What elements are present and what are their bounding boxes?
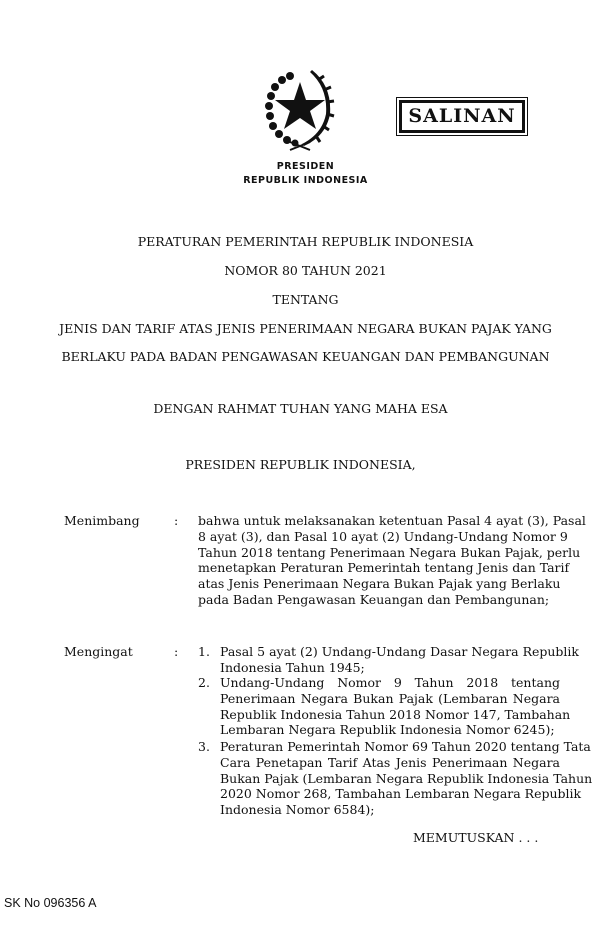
regulation-subject-line1: JENIS DAN TARIF ATAS JENIS PENERIMAAN NEGARA BUKAN PAJAK YANG [59,321,552,336]
list-item-line: Peraturan Pemerintah Nomor 69 Tahun 2020 tentang Tata [220,739,591,754]
menimbang-colon: : [174,513,179,528]
menimbang-line: pada Badan Pengawasan Keuangan dan Pembangunan; [198,592,550,607]
list-item-line: Bukan Pajak (Lembaran Negara Republik Indonesia Tahun [220,770,593,786]
menimbang-line: menetapkan Peraturan Pemerintah tentang Jenis dan Tarif [198,560,570,576]
list-item-line: Lembaran Negara Republik Indonesia Nomor 6245); [220,722,555,738]
list-item-number: 1. [198,644,210,659]
regulation-number: NOMOR 80 TAHUN 2021 [224,263,387,278]
list-item-line: Republik Indonesia Tahun 2018 Nomor 147, Tambahan [220,706,571,722]
list-item-line: Cara Penetapan Tarif Atas Jenis Penerimaan Negara [220,754,560,770]
menimbang-line: 8 ayat (3), dan Pasal 10 ayat (2) Undang-Undang Nomor 9 [198,528,568,544]
list-item-line: Undang-Undang Nomor 9 Tahun 2018 tentang [220,675,560,690]
header-presiden: PRESIDEN [276,161,335,172]
menimbang-line: atas Jenis Penerimaan Negara Bukan Pajak yang Berlaku [198,576,561,592]
list-item-line: Indonesia Nomor 6584); [220,802,375,818]
list-item-line: 2020 Nomor 268, Tambahan Lembaran Negara Republik [220,786,582,802]
invocation: DENGAN RAHMAT TUHAN YANG MAHA ESA [153,401,448,416]
regulation-subject-line2: BERLAKU PADA BADAN PENGAWASAN KEUANGAN DAN PEMBANGUNAN [61,349,550,364]
list-item-number: 2. [198,675,210,690]
list-item-line: Indonesia Tahun 1945; [220,659,365,675]
menimbang-line: bahwa untuk melaksanakan ketentuan Pasal 4 ayat (3), Pasal [198,513,586,528]
regulation-about: TENTANG [272,292,339,307]
list-item-line: Penerimaan Negara Bukan Pajak (Lembaran Negara [220,690,560,706]
serial-number: SK No 096356 A [4,896,97,910]
header-republik-indonesia: REPUBLIK INDONESIA [243,175,368,186]
menimbang-label: Menimbang [64,513,140,528]
mengingat-colon: : [174,644,179,659]
list-item-line: Pasal 5 ayat (2) Undang-Undang Dasar Negara Republik [220,644,580,659]
regulation-title: PERATURAN PEMERINTAH REPUBLIK INDONESIA [137,234,474,249]
salinan-stamp: SALINAN [399,100,525,133]
menimbang-line: Tahun 2018 tentang Penerimaan Negara Bukan Pajak, perlu [198,544,581,560]
president-heading: PRESIDEN REPUBLIK INDONESIA, [185,457,416,472]
mengingat-label: Mengingat [64,644,133,659]
garuda-emblem-icon [262,66,338,154]
continuation-text: MEMUTUSKAN . . . [413,830,539,845]
list-item-number: 3. [198,739,210,754]
